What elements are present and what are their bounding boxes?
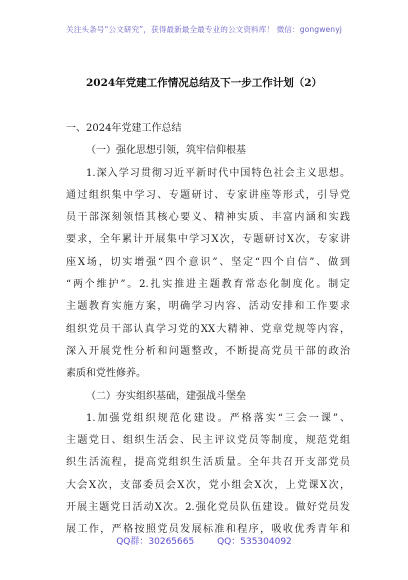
- paragraph-line: 织生活流程，提高党组织生活质量。全年共召开支部党员: [66, 457, 350, 469]
- paragraph-line: 员干部深刻领悟其核心要义、精神实质、丰富内涵和实践: [66, 212, 350, 224]
- paragraph-line: 组织党员干部认真学习党的XX大精神、党章党规等内容，: [66, 323, 350, 335]
- paragraph-line: 1.加强党组织规范化建设。严格落实“三会一课”、: [86, 412, 350, 424]
- paragraph-line: 主题党日、组织生活会、民主评议党员等制度，规范党组: [66, 435, 350, 447]
- paragraph-line: 开展主题党日活动X次。2.强化党员队伍建设。做好党员发: [66, 502, 350, 514]
- footer-contact: [0, 534, 408, 547]
- footer-qq: QQ：535304092: [217, 537, 292, 547]
- paragraph-line: “两个维护”。2.扎实推进主题教育常态化制度化。制定: [66, 279, 350, 291]
- footer-qq-group: QQ群：30265665: [116, 537, 195, 547]
- paragraph-line: 座X场，切实增强“四个意识”、坚定“四个自信”、做到: [66, 256, 350, 268]
- section-heading: 一、2024年党建工作总结: [66, 123, 182, 134]
- paragraph-line: 要求，全年累计开展集中学习X次，专题研讨X次，专家讲: [66, 234, 350, 246]
- paragraph-line: 素质和党性修养。: [66, 368, 146, 380]
- subsection-heading: （一）强化思想引领，筑牢信仰根基: [86, 145, 246, 157]
- paragraph-line: 大会X次，支部委员会X次，党小组会X次，上党课X次，: [66, 479, 350, 491]
- paragraph-line: 展工作，严格按照党员发展标准和程序，吸收优秀青年和: [66, 524, 350, 536]
- paragraph-line: 1.深入学习贯彻习近平新时代中国特色社会主义思想。: [86, 167, 350, 179]
- header-banner: 关注头条号“公文研究”，获得最新最全最专业的公文资料库！ 微信：gongwenyj: [66, 25, 342, 34]
- subsection-heading: （二）夯实组织基础，建强战斗堡垒: [86, 390, 246, 402]
- paragraph-line: 深入开展党性分析和问题整改，不断提高党员干部的政治: [66, 345, 350, 357]
- document-title: 2024年党建工作情况总结及下一步工作计划（2）: [85, 77, 323, 89]
- paragraph-line: 主题教育实施方案，明确学习内容、活动安排和工作要求: [66, 301, 350, 313]
- document-body: [66, 118, 350, 542]
- paragraph-line: 通过组织集中学习、专题研讨、专家讲座等形式，引导党: [66, 189, 350, 201]
